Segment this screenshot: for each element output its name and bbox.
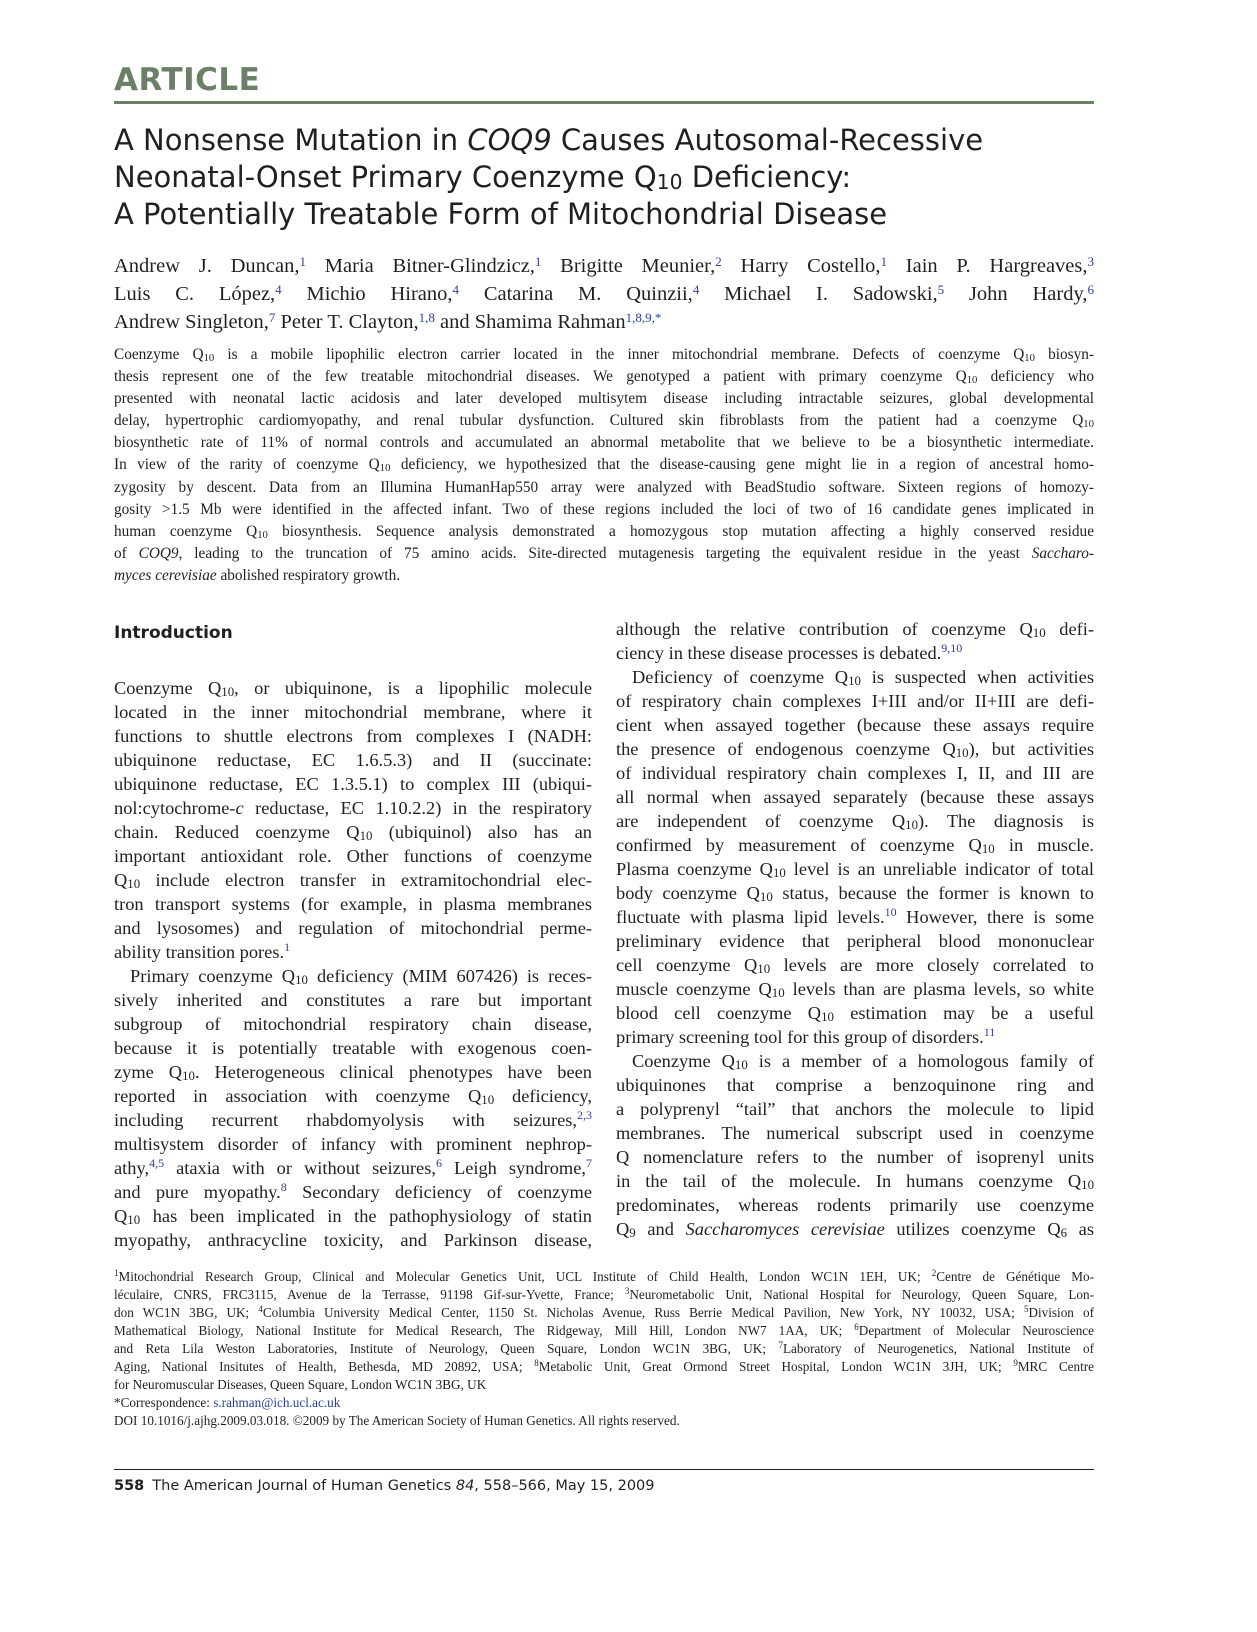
title-line-3: A Potentially Treatable Form of Mitochondrial Disease	[114, 197, 888, 231]
authors-line: Andrew J. Duncan,$^1$ Maria Bitner-Glindzicz,$^1$ Brigitte Meunier,$^2$ Harry Costello,$^1$ Iain P. Hargreaves,$^3$	[114, 254, 1095, 277]
affiliations: $^1$Mitochondrial Research Group, Clinical and Molecular Genetics Unit, UCL Institute of Child Health, London WC1N 1EH, UK; $^2$Centre de Génétique Mo- léculaire, CNRS, FRC3115, Avenue de la Terrasse, 91198 Gif-sur-Yvette, France; $^3$Neurometabolic Unit, National Hospital for Neurology, Queen Square, Lon- don WC1N 3BG, UK; $^4$Columbia University Medical Center, 1150 St. Nicholas Avenue, Russ Berrie Medical Pavilion, New York, NY 10032, USA; $^5$Division of Mathematical Biology, National Institute for Medical Research, The Ridgeway, Mill Hill, London NW7 1AA, UK; $^6$Department of Molecular Neuroscience and Reta Lila Weston Laboratories, Institute of Neurology, Queen Square, London WC1N 3BG, UK; $^7$Laboratory of Neurogenetics, National Institute of Aging, National Insitutes of Health, Bethesda, MD 20892, USA; $^8$Metabolic Unit, Great Ormond Street Hospital, London WC1N 3JH, UK; $^9$MRC Centre for Neuromuscular Diseases, Queen Square, London WC1N 3BG, UK *Correspondence: s.rahman@ich.ucl.ac.uk DOI 10.1016/j.ajhg.2009.03.018. ©2009 by The American Society of Human Genetics. All rights reserved.	[114, 1268, 1094, 1428]
authors-line: Luis C. López,$^4$ Michio Hirano,$^4$ Catarina M. Quinzii,$^4$ Michael I. Sadowski,$^5$ John Hardy,$^6$	[114, 282, 1094, 305]
abstract: Coenzyme $Q_{10}$ is a mobile lipophilic electron carrier located in the inner mitochondrial membrane. Defects of coenzyme $Q_{10}$ biosyn- thesis represent one of the few treatable mitochondrial diseases. We genotyped a patient with primary coenzyme $Q_{10}$ deficiency who presented with neonatal lactic acidosis and later developed multisytem disease including intractable seizures, global developmental delay, hypertrophic cardiomyopathy, and renal tubular dysfunction. Cultured skin fibroblasts from the patient had a coenzyme $Q_{10}$ biosynthetic rate of 11% of normal controls and accumulated an abnormal metabolite that we believe to be a biosynthetic intermediate. In view of the rarity of coenzyme $Q_{10}$ deficiency, we hypothesized that the disease-causing gene might lie in a region of ancestral homo- zygosity by descent. Data from an Illumina HumanHap550 array were analyzed with BeadStudio software. Sixteen regions of homozy- gosity >1.5 Mb were identified in the affected infant. Two of these regions included the loci of two of 16 candidate genes implicated in human coenzyme $Q_{10}$ biosynthesis. Sequence analysis demonstrated a homozygous stop mutation affecting a highly conserved residue of COQ9, leading to the truncation of 75 amino acids. Site-directed mutagenesis targeting the equivalent residue in the yeast Saccharo- myces cerevisiae abolished respiratory growth.	[114, 346, 1094, 584]
author-list	[114, 250, 1094, 334]
footer-rule	[114, 1469, 1094, 1470]
title-line-2: Neonatal-Onset Primary Coenzyme $Q_{10}$ Deficiency:	[114, 160, 852, 194]
authors-line: Andrew Singleton,$^7$ Peter T. Clayton,$^{1,8}$ and Shamima Rahman$^{1,8,9,*}$	[114, 310, 662, 333]
header-rule	[114, 101, 1094, 104]
page-number: 558	[114, 1478, 145, 1494]
section-heading: Introduction	[114, 623, 233, 643]
page-footer	[114, 1478, 655, 1494]
journal-citation: The American Journal of Human Genetics 84, 558–566, May 15, 2009	[152, 1478, 655, 1494]
correspondence-email-link[interactable]: s.rahman@ich.ucl.ac.uk	[213, 1395, 341, 1410]
article-page	[114, 0, 1094, 1632]
left-column: Introduction Coenzyme $Q_{10}$, or ubiquinone, is a lipophilic molecule located in the inner mitochondrial membrane, where it functions to shuttle electrons from complexes I (NADH: ubiquinone reductase, EC 1.6.5.3) and II (succinate: ubiquinone reductase, EC 1.3.5.1) to complex III (ubiqui- nol:cytochrome-c reductase, EC 1.10.2.2) in the respiratory chain. Reduced coenzyme $Q_{10}$ (ubiquinol) also has an important antioxidant role. Other functions of coenzyme $Q_{10}$ include electron transfer in extramitochondrial elec- tron transport systems (for example, in plasma membranes and lysosomes) and regulation of mitochondrial perme- ability transition pores.$^1$ Primary coenzyme $Q_{10}$ deficiency (MIM 607426) is reces- sively inherited and constitutes a rare but important subgroup of mitochondrial respiratory chain disease, because it is potentially treatable with exogenous coen- zyme $Q_{10}$. Heterogeneous clinical phenotypes have been reported in association with coenzyme $Q_{10}$ deficiency, including recurrent rhabdomyolysis with seizures,$^{2,3}$ multisystem disorder of infancy with prominent nephrop- athy,$^{4,5}$ ataxia with or without seizures,$^6$ Leigh syndrome,$^7$ and pure myopathy.$^8$ Secondary deficiency of coenzyme $Q_{10}$ has been implicated in the pathophysiology of statin myopathy, anthracycline toxicity, and Parkinson disease,	[114, 623, 593, 1250]
correspondence-label: *Correspondence:	[114, 1395, 210, 1410]
correspondence	[114, 1394, 1094, 1412]
title-line-1: A Nonsense Mutation in COQ9 Causes Autosomal-Recessive	[114, 123, 984, 157]
right-column: although the relative contribution of coenzyme $Q_{10}$ defi- ciency in these disease processes is debated.$^{9,10}$ Deficiency of coenzyme $Q_{10}$ is suspected when activities of respiratory chain complexes I+III and/or II+III are defi- cient when assayed together (because these assays require the presence of endogenous coenzyme $Q_{10}$), but activities of individual respiratory chain complexes I, II, and III are all normal when assayed separately (because these assays are independent of coenzyme $Q_{10}$). The diagnosis is confirmed by measurement of coenzyme $Q_{10}$ in muscle. Plasma coenzyme $Q_{10}$ level is an unreliable indicator of total body coenzyme $Q_{10}$ status, because the former is known to fluctuate with plasma lipid levels.$^{10}$ However, there is some preliminary evidence that peripheral blood mononuclear cell coenzyme $Q_{10}$ levels are more closely correlated to muscle coenzyme $Q_{10}$ levels than are plasma levels, so white blood cell coenzyme $Q_{10}$ estimation may be a useful primary screening tool for this group of disorders.$^{11}$ Coenzyme $Q_{10}$ is a member of a homologous family of ubiquinones that comprise a benzoquinone ring and a polyprenyl “tail” that anchors the molecule to lipid membranes. The numerical subscript used in coenzyme Q nomenclature refers to the number of isoprenyl units in the tail of the molecule. In humans coenzyme $Q_{10}$ predominates, whereas rodents primarily use coenzyme $Q_9$ and Saccharomyces cerevisiae utilizes coenzyme $Q_6$ as	[616, 619, 1095, 1240]
article-title	[114, 122, 1094, 233]
doi-line: DOI 10.1016/j.ajhg.2009.03.018. ©2009 by The American Society of Human Genetics. All rights reserved.	[114, 1413, 680, 1428]
section-label: ARTICLE	[114, 62, 261, 98]
